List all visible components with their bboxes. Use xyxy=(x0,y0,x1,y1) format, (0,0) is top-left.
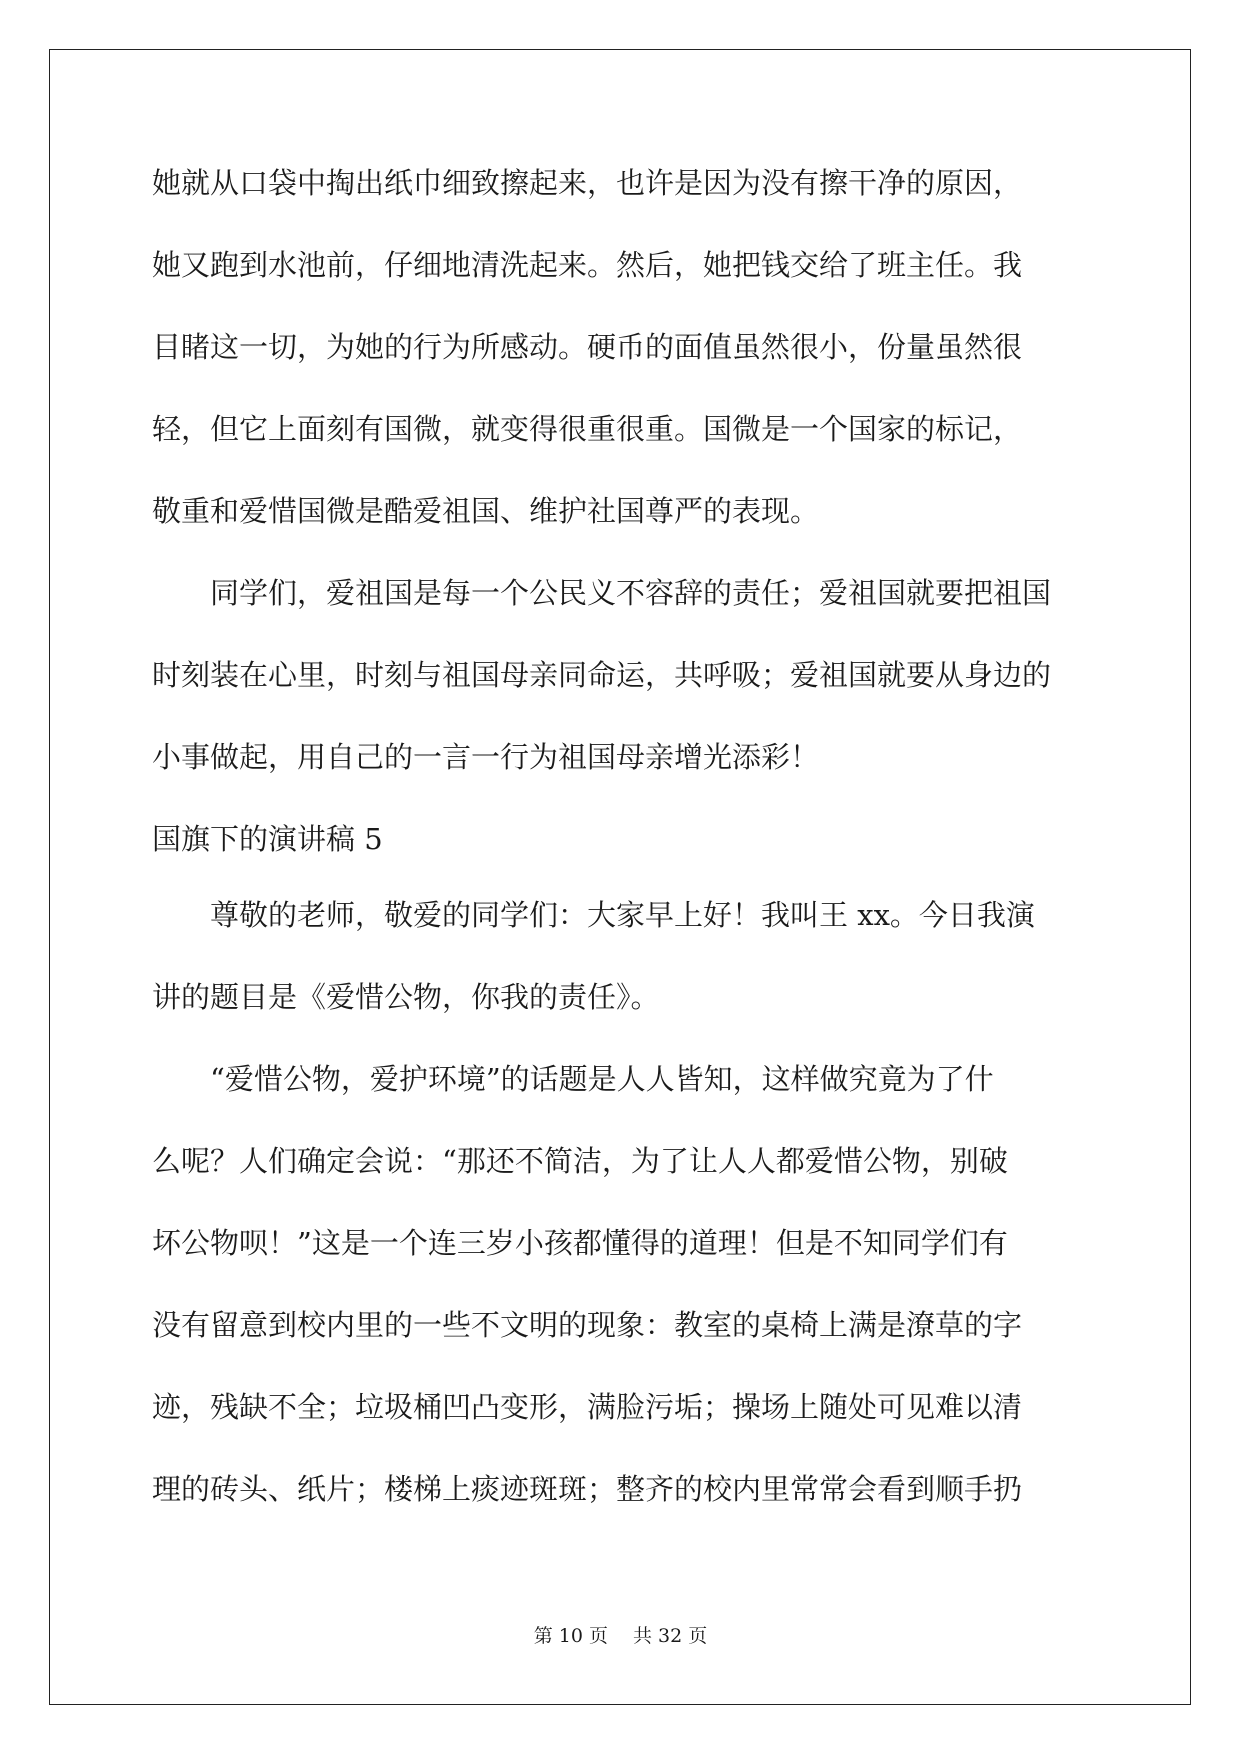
text-line: 理的砖头、纸片；楼梯上痰迹斑斑；整齐的校内里常常会看到顺手扔 xyxy=(152,1472,1023,1506)
text-line: 没有留意到校内里的一些不文明的现象：教室的桌椅上满是潦草的字 xyxy=(152,1308,1023,1342)
text-line: 小事做起，用自己的一言一行为祖国母亲增光添彩！ xyxy=(152,740,820,774)
page-number-footer: 第 10 页 共 32 页 xyxy=(533,1625,708,1647)
text-line: 她就从口袋中掏出纸巾细致擦起来，也许是因为没有擦干净的原因， xyxy=(152,166,1023,200)
text-line: 轻，但它上面刻有国微，就变得很重很重。国微是一个国家的标记， xyxy=(152,412,1023,446)
text-line: 同学们，爱祖国是每一个公民义不容辞的责任；爱祖国就要把祖国 xyxy=(152,576,1052,610)
text-line: 时刻装在心里，时刻与祖国母亲同命运，共呼吸；爱祖国就要从身边的 xyxy=(152,658,1052,692)
text-line: 目睹这一切，为她的行为所感动。硬币的面值虽然很小，份量虽然很 xyxy=(152,330,1023,364)
text-line: 迹，残缺不全；垃圾桶凹凸变形，满脸污垢；操场上随处可见难以清 xyxy=(152,1390,1023,1424)
document-body xyxy=(152,160,1092,1548)
text-line: 坏公物呗！”这是一个连三岁小孩都懂得的道理！但是不知同学们有 xyxy=(152,1226,1008,1260)
text-line: 敬重和爱惜国微是酷爱祖国、维护社国尊严的表现。 xyxy=(152,494,820,528)
text-line: 讲的题目是《爱惜公物，你我的责任》。 xyxy=(152,980,660,1014)
text-line: “爱惜公物，爱护环境”的话题是人人皆知，这样做究竟为了什 xyxy=(152,1062,994,1096)
text-line: 她又跑到水池前，仔细地清洗起来。然后，她把钱交给了班主任。我 xyxy=(152,248,1023,282)
text-line: 么呢？人们确定会说：“那还不简洁，为了让人人都爱惜公物，别破 xyxy=(152,1144,1008,1178)
section-heading: 国旗下的演讲稿 5 xyxy=(152,822,383,856)
text-line: 尊敬的老师，敬爱的同学们：大家早上好！我叫王 xx。今日我演 xyxy=(152,898,1035,932)
